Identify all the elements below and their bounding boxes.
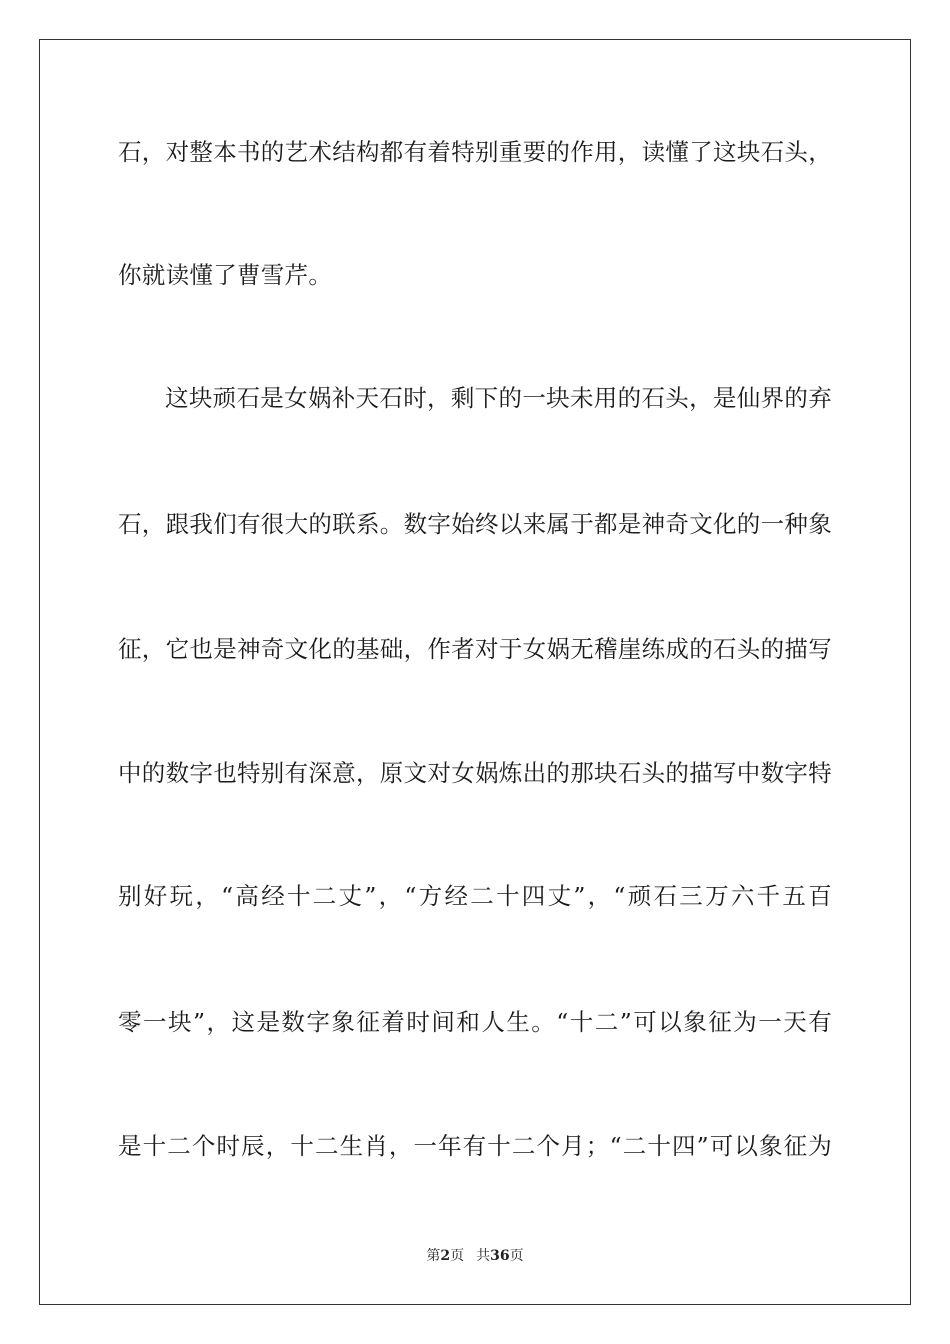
total-pages: 36 [490, 1248, 510, 1264]
total-suffix: 页 [509, 1248, 524, 1264]
body-line-1: 石，对整本书的艺术结构都有着特别重要的作用，读懂了这块石头， [118, 138, 832, 166]
page-number: 2 [440, 1248, 451, 1264]
page-frame [39, 39, 911, 1305]
body-line-3: 这块顽石是女娲补天石时，剩下的一块未用的石头，是仙界的弃 [165, 384, 832, 412]
page-footer [0, 1246, 950, 1266]
body-line-9: 是十二个时辰，十二生肖，一年有十二个月；“二十四”可以象征为 [118, 1132, 832, 1160]
body-line-2: 你就读懂了曹雪芹。 [118, 261, 333, 289]
body-line-8: 零一块”，这是数字象征着时间和人生。“十二”可以象征为一天有 [118, 1008, 832, 1036]
body-line-5: 征，它也是神奇文化的基础，作者对于女娲无稽崖练成的石头的描写 [118, 635, 832, 663]
page-prefix: 第 [426, 1248, 441, 1264]
body-line-6: 中的数字也特别有深意，原文对女娲炼出的那块石头的描写中数字特 [118, 759, 832, 787]
body-line-7: 别好玩，“高经十二丈”，“方经二十四丈”，“顽石三万六千五百 [118, 882, 832, 910]
body-line-4: 石，跟我们有很大的联系。数字始终以来属于都是神奇文化的一种象 [118, 510, 832, 538]
total-prefix: 共 [476, 1248, 491, 1264]
page-suffix: 页 [450, 1248, 465, 1264]
